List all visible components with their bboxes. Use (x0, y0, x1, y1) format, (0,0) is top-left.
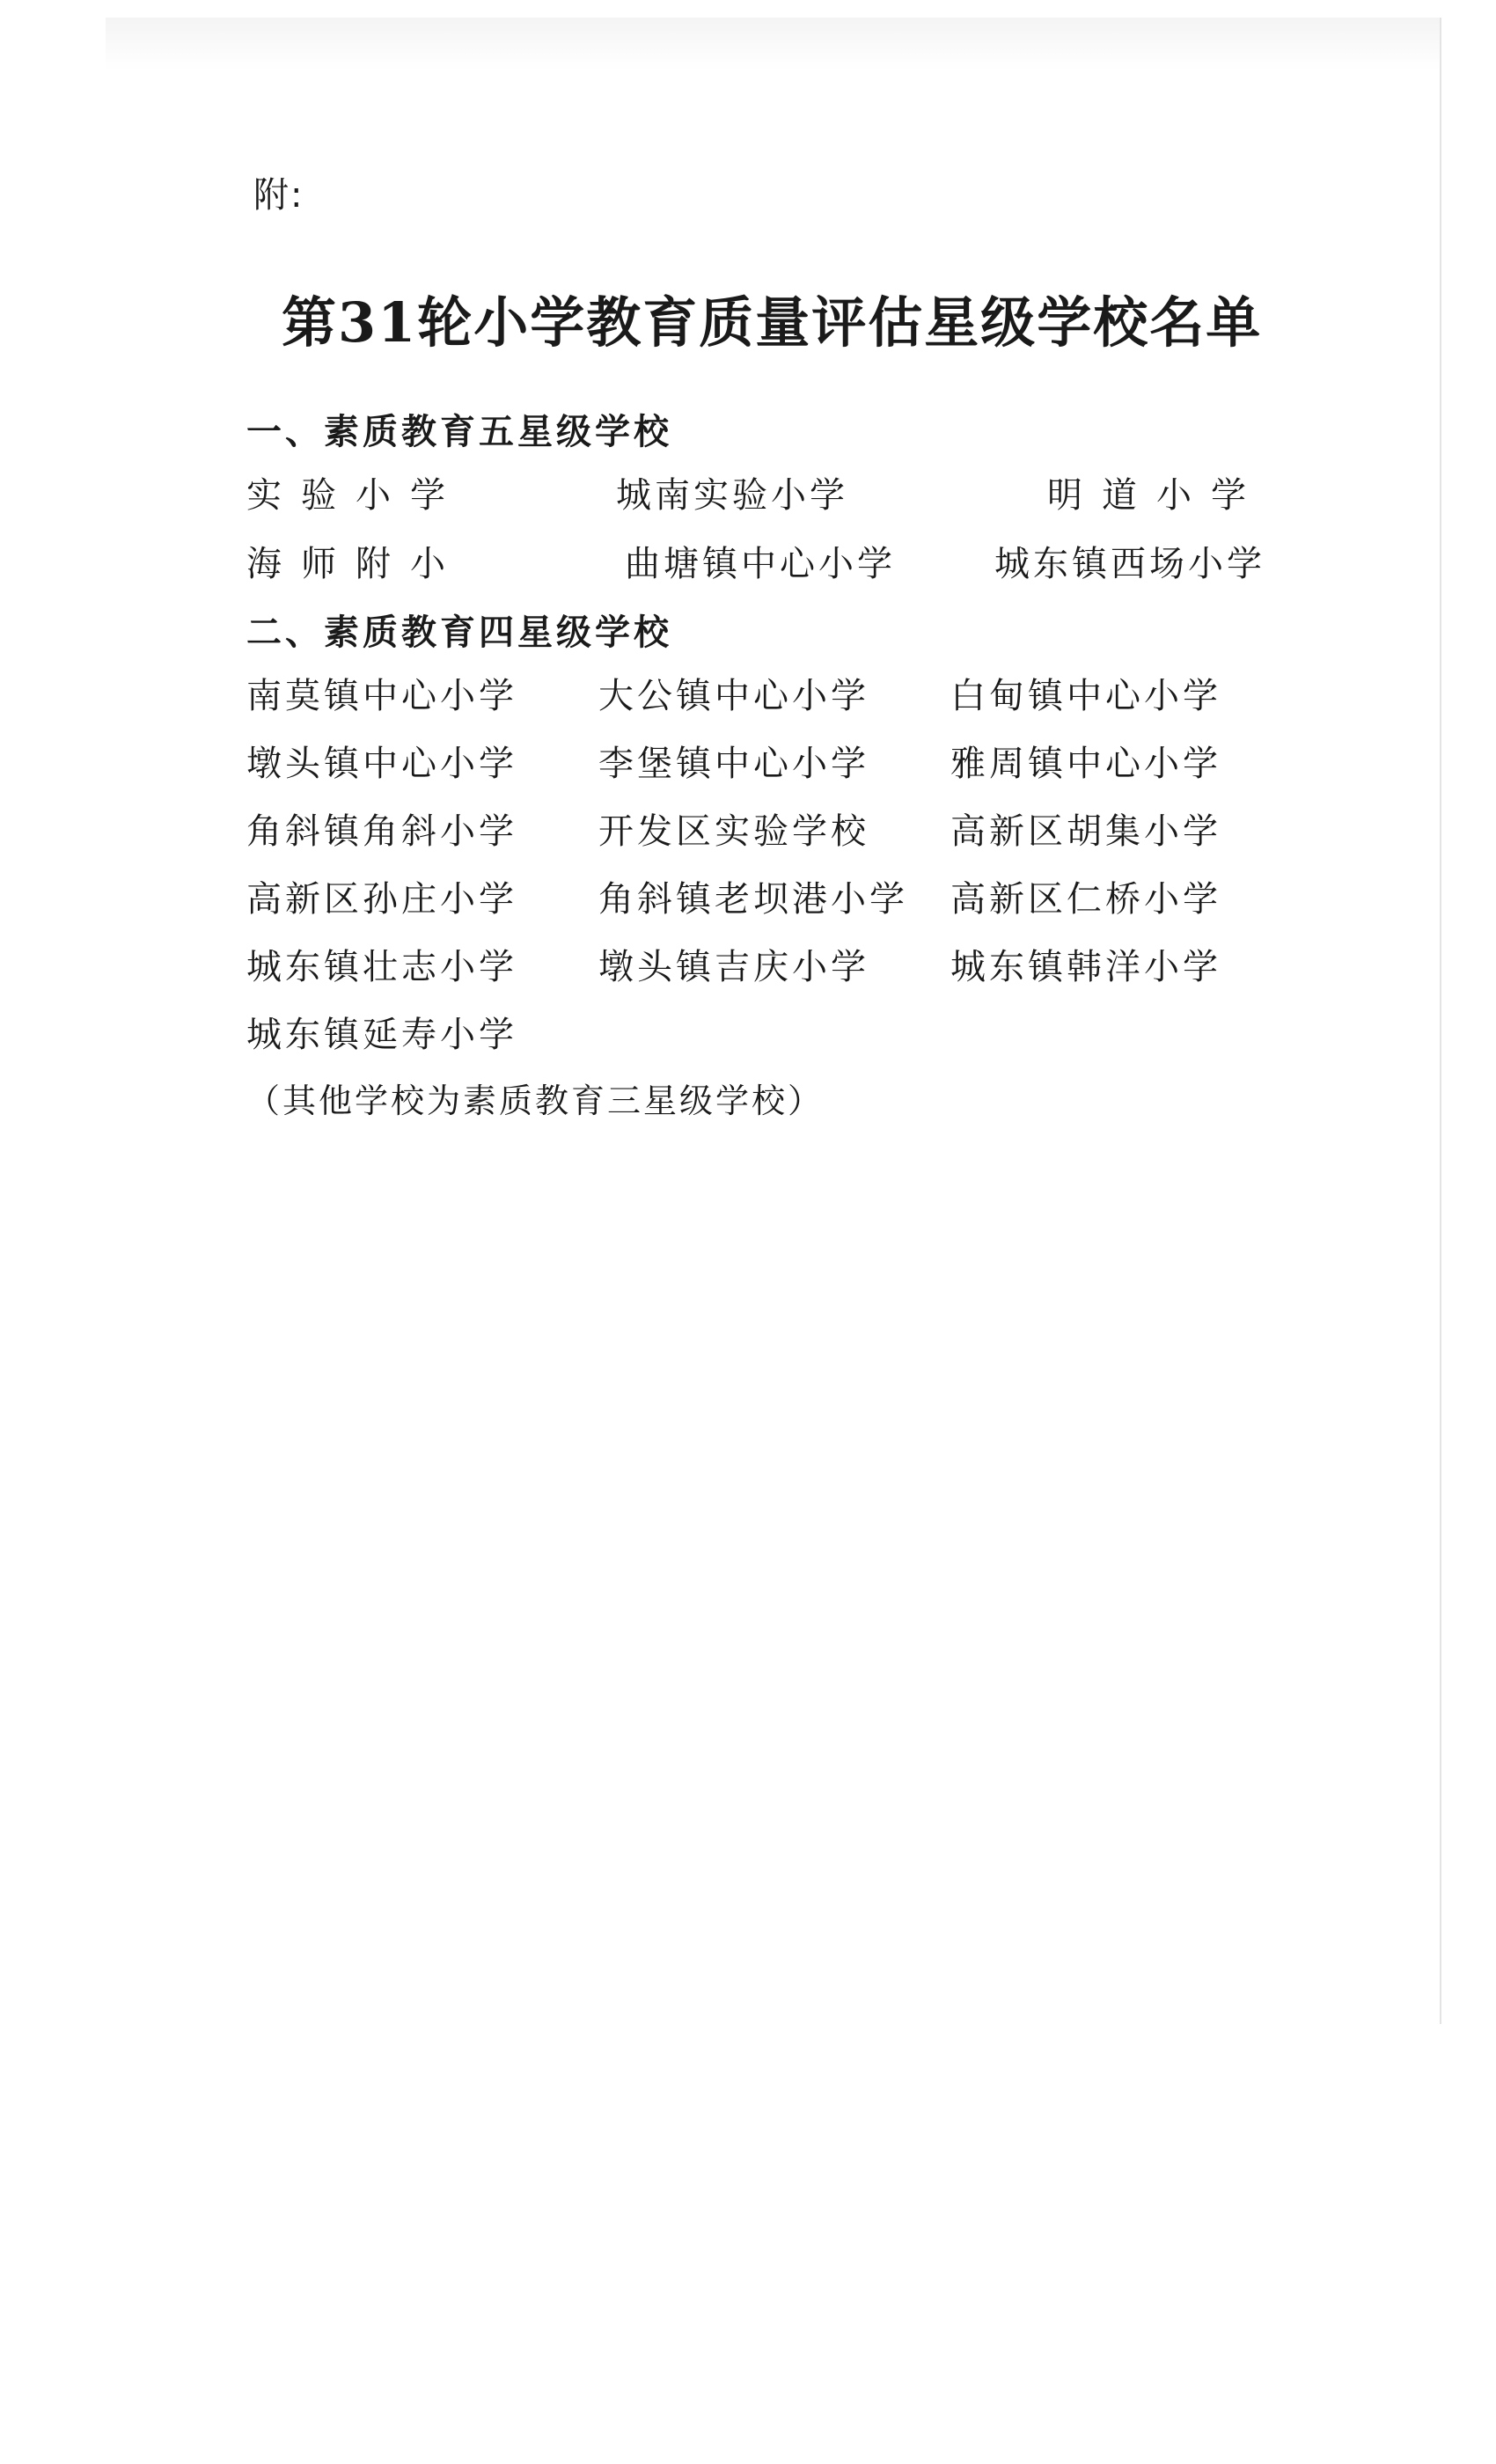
school-name: 高新区胡集小学 (950, 811, 1221, 852)
school-name: 角斜镇老坝港小学 (598, 879, 908, 920)
school-name: 城南实验小学 (616, 475, 848, 516)
document-title: 第31轮小学教育质量评估星级学校名单 (282, 290, 1263, 355)
footnote: （其他学校为素质教育三星级学校） (246, 1082, 825, 1120)
school-name: 高新区孙庄小学 (246, 879, 517, 920)
scan-shadow-top (106, 18, 1440, 70)
school-name: 曲塘镇中心小学 (625, 544, 896, 584)
school-name: 南莫镇中心小学 (246, 676, 517, 716)
school-name: 白甸镇中心小学 (950, 676, 1221, 716)
school-name: 城东镇延寿小学 (246, 1015, 517, 1055)
five-star-heading: 一、素质教育五星级学校 (246, 412, 672, 452)
school-name: 大公镇中心小学 (598, 676, 869, 716)
school-name: 李堡镇中心小学 (598, 744, 869, 784)
school-name: 城东镇韩洋小学 (950, 947, 1221, 987)
school-name: 实验小学 (246, 475, 465, 516)
school-name: 开发区实验学校 (598, 811, 869, 852)
four-star-school-list (246, 674, 1258, 1057)
scan-edge-line (1440, 18, 1441, 2024)
five-star-school-list (246, 473, 1265, 586)
school-name: 城东镇西场小学 (994, 544, 1265, 584)
school-name: 墩头镇中心小学 (246, 744, 517, 784)
four-star-heading: 二、素质教育四星级学校 (246, 612, 672, 653)
document-body (246, 167, 1265, 1123)
school-name: 海师附小 (246, 544, 465, 584)
school-name: 高新区仁桥小学 (950, 879, 1221, 920)
school-name: 墩头镇吉庆小学 (598, 947, 869, 987)
school-name: 雅周镇中心小学 (950, 744, 1221, 784)
school-name: 城东镇壮志小学 (246, 947, 517, 987)
school-name: 明道小学 (1047, 475, 1265, 516)
school-name: 角斜镇角斜小学 (246, 811, 517, 852)
attachment-label: 附: (253, 175, 304, 216)
